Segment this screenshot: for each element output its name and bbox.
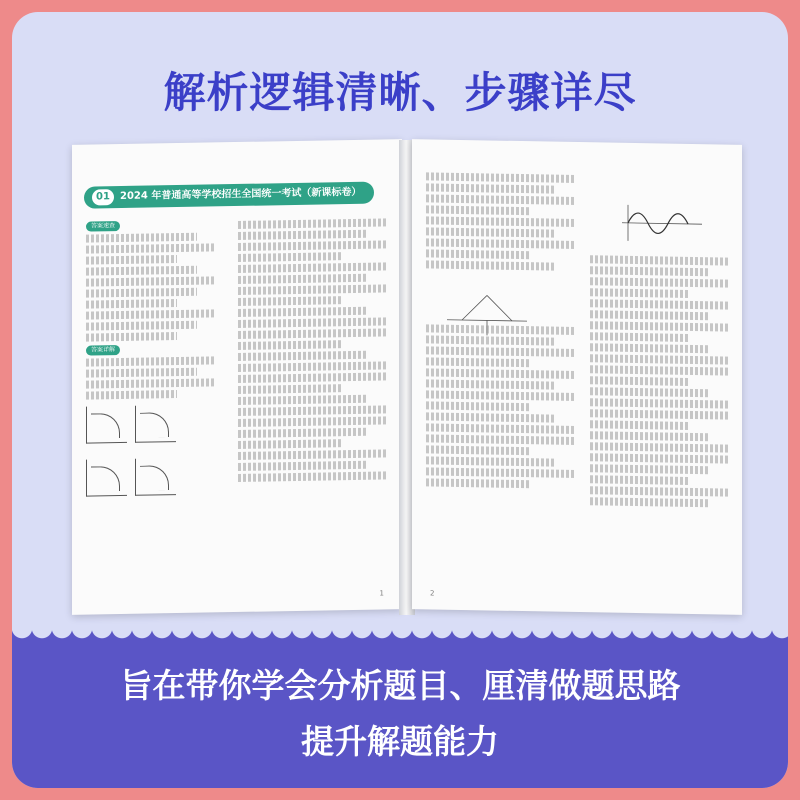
headline: 解析逻辑清晰、步骤详尽 [163,68,637,117]
right-page [412,139,742,615]
exam-header [84,182,374,209]
left-column [86,218,216,508]
promo-frame [12,12,788,788]
middle-column [238,215,388,485]
details-tag: 答案详解 [86,345,120,356]
graph-d-icon [135,458,176,496]
banner-line-2: 提升解题能力 [301,722,499,761]
exam-title: 2024 年普通高等学校招生全国统一考试（新课标卷） [120,186,362,203]
left-page [72,139,402,615]
graph-grid [86,400,216,508]
banner-line-1: 旨在带你学会分析题目、厘清做题思路 [119,666,681,705]
answers-tag: 答案速查 [86,221,120,232]
right-right-column [590,252,730,510]
bottom-banner [12,642,788,788]
page-number-left: 1 [379,589,384,598]
open-book-image [72,130,752,610]
page-number-right: 2 [430,589,435,598]
exam-number: 01 [92,189,114,205]
right-left-column [426,169,576,492]
sine-wave-icon [622,203,702,244]
graph-b-icon [135,405,176,443]
graph-a-icon [86,406,127,444]
graph-c-icon [86,459,127,497]
